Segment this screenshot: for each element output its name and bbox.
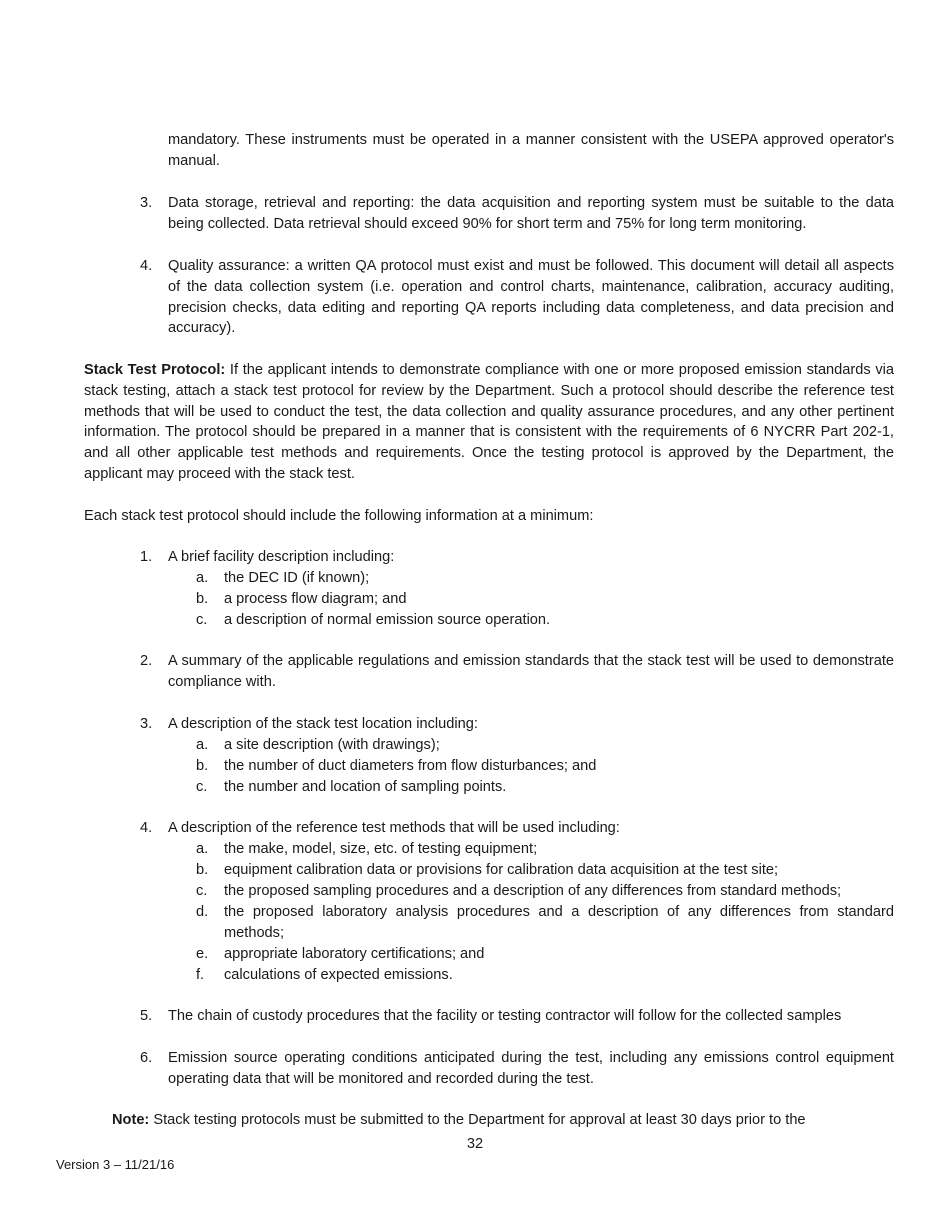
sub-text: the proposed sampling procedures and a description of any differences from standard methods; [224, 883, 842, 899]
sub-letter: c. [196, 612, 208, 628]
sub-text: equipment calibration data or provisions for calibration data acquisition at the test site; [224, 862, 779, 878]
list-number: 1. [140, 549, 153, 565]
list-number: 2. [140, 653, 153, 669]
sub-letter: e. [196, 946, 209, 962]
list-item-text: Emission source operating conditions anticipated during the test, including any emissions control equipment operating data that will be monitored and recorded during the test. [168, 1050, 894, 1087]
list-number: 4. [140, 258, 153, 274]
sub-text: calculations of expected emissions. [224, 967, 453, 983]
sub-text: the make, model, size, etc. of testing equipment; [224, 841, 538, 857]
continuation-paragraph: mandatory. These instruments must be operated in a manner consistent with the USEPA approved operator's manual. [168, 132, 894, 169]
list-number: 3. [140, 716, 153, 732]
list-number: 3. [140, 195, 153, 211]
list-item-text: A description of the stack test location including: [168, 716, 478, 732]
sub-text: the DEC ID (if known); [224, 570, 370, 586]
list-item-text: Data storage, retrieval and reporting: the data acquisition and reporting system must be suitable to the data being collected. Data retrieval should exceed 90% for short term and 75% for long term monitoring. [168, 195, 894, 232]
sub-letter: d. [196, 904, 209, 920]
sub-letter: f. [196, 967, 205, 983]
intro-line: Each stack test protocol should include the following information at a minimum: [84, 508, 594, 524]
stack-test-heading: Stack Test Protocol: [84, 362, 226, 378]
sub-letter: a. [196, 570, 209, 586]
sub-text: the number of duct diameters from flow disturbances; and [224, 758, 597, 774]
stack-test-paragraph [84, 360, 894, 485]
sub-text: a description of normal emission source operation. [224, 612, 551, 628]
list-item-text: A description of the reference test methods that will be used including: [168, 820, 620, 836]
sub-letter: c. [196, 779, 208, 795]
sub-letter: b. [196, 862, 209, 878]
list-item-text: Quality assurance: a written QA protocol must exist and must be followed. This document will detail all aspects of the data collection system (i.e. operation and control charts, maintenance, calibration, accuracy auditing, precision checks, data editing and reporting QA reports including data completeness, and data precision and accuracy). [168, 258, 894, 337]
list-item-text: The chain of custody procedures that the facility or testing contractor will follow for the collected samples [168, 1008, 842, 1024]
list-number: 6. [140, 1050, 153, 1066]
note-label: Note: [112, 1112, 150, 1128]
page-number: 32 [466, 1136, 484, 1152]
version-label: Version 3 – 11/21/16 [56, 1157, 175, 1172]
stack-test-body: If the applicant intends to demonstrate compliance with one or more proposed emission standards via stack testing, attach a stack test protocol for review by the Department. Such a protocol should describe the reference test methods that will be used to conduct the test, the data collection and quality assurance procedures, and any other pertinent information. The protocol should be prepared in a manner that is consistent with the requirements of 6 NYCRR Part 202-1, and all other applicable test methods and requirements. Once the testing protocol is approved by the Department, the applicant may proceed with the stack test. [84, 362, 895, 482]
note-text: Stack testing protocols must be submitted to the Department for approval at least 30 days prior to the [149, 1112, 806, 1128]
sub-letter: a. [196, 737, 209, 753]
list-item-text: A brief facility description including: [168, 549, 395, 565]
list-item-text: A summary of the applicable regulations and emission standards that the stack test will be used to demonstrate compliance with. [168, 653, 894, 690]
sub-letter: c. [196, 883, 208, 899]
sub-text: a site description (with drawings); [224, 737, 440, 753]
sub-text: the proposed laboratory analysis procedures and a description of any differences from standard methods; [224, 904, 894, 941]
sub-text: appropriate laboratory certifications; and [224, 946, 485, 962]
sub-letter: b. [196, 591, 209, 607]
sub-text: the number and location of sampling points. [224, 779, 507, 795]
sub-letter: a. [196, 841, 209, 857]
list-number: 5. [140, 1008, 153, 1024]
sub-letter: b. [196, 758, 209, 774]
list-number: 4. [140, 820, 153, 836]
note-paragraph [112, 1110, 894, 1131]
sub-text: a process flow diagram; and [224, 591, 407, 607]
